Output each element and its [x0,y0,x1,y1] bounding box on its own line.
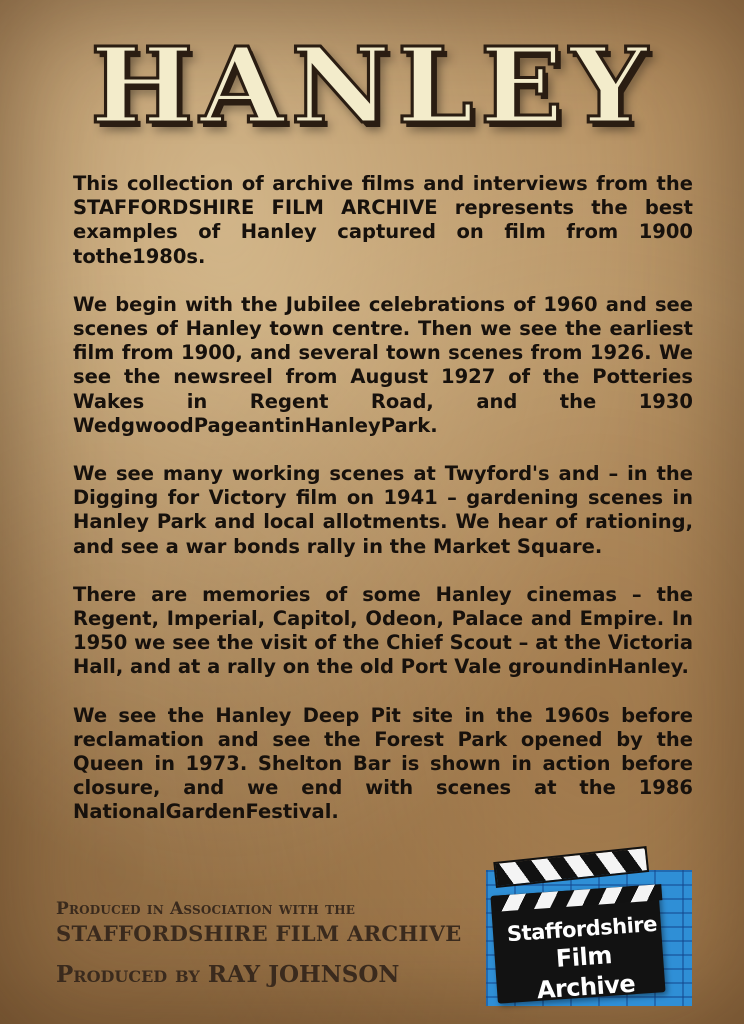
logo-line-staffordshire: Staffordshire [506,911,658,947]
logo-text [501,911,667,1008]
page-title: HANLEY [90,24,654,147]
credit-association: Produced in Association with the [56,899,356,919]
credit-producer: Produced by RAY JOHNSON [56,961,400,988]
paragraph-working-scenes: We see many working scenes at Twyford's and – in the Digging for Victory film on 1941 – gardening scenes in Hanley Park and local allotments. We hear of rationing, and see a war bonds rally in the Market Square. [73,462,693,558]
paragraph-intro: This collection of archive films and interviews from the STAFFORDSHIRE FILM ARCHIVE represents the best examples of Hanley captured on film from 1900 tothe1980s. [73,172,693,268]
logo-line-film-archive: Film Archive [535,941,636,1005]
staffordshire-film-archive-logo [482,866,692,1008]
description-text [73,172,693,849]
credit-archive-name: STAFFORDSHIRE FILM ARCHIVE [56,921,462,946]
paragraph-cinemas: There are memories of some Hanley cinemas – the Regent, Imperial, Capitol, Odeon, Palace and Empire. In 1950 we see the visit of the Chief Scout – at the Victoria Hall, and at a rally on the old Port Vale groundinHanley. [73,582,693,679]
paragraph-jubilee: We begin with the Jubilee celebrations of 1960 and see scenes of Hanley town centre. Then we see the earliest film from 1900, and several town scenes from 1926. We see the newsreel from August 1927 of the Potteries Wakes in Regent Road, and the 1930 WedgwoodPageantinHanleyPark. [73,292,693,437]
credits-block [56,898,476,990]
paragraph-deep-pit: We see the Hanley Deep Pit site in the 1960s before reclamation and see the Forest Park opened by the Queen in 1973. Shelton Bar is shown in action before closure, and we end with scenes at the 1986 NationalGardenFestival. [73,703,693,824]
